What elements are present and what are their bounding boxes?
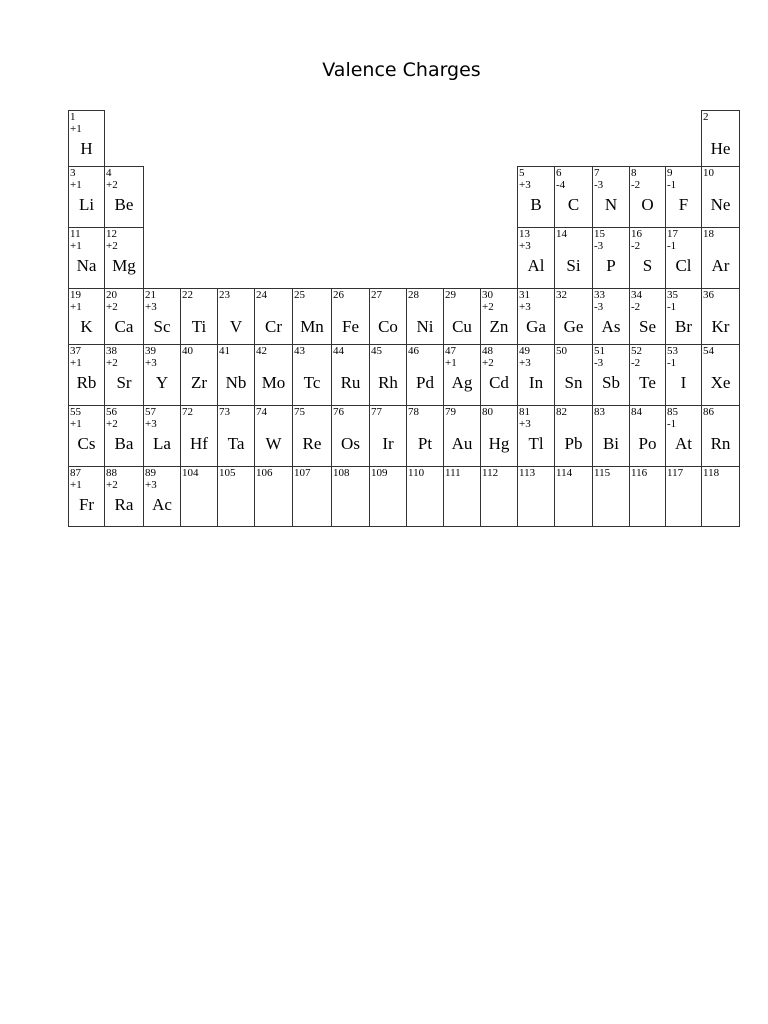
atomic-number: 44 <box>333 345 344 357</box>
element-cell-8 <box>629 166 666 228</box>
element-cell-13 <box>517 227 555 289</box>
element-symbol: As <box>601 317 621 336</box>
element-cell-54 <box>701 344 740 406</box>
element-symbol: Al <box>527 256 545 275</box>
element-cell-20 <box>104 288 144 345</box>
element-cell-42 <box>254 344 293 406</box>
atomic-number: 40 <box>182 345 193 357</box>
element-cell-74 <box>254 405 293 467</box>
element-symbol: Li <box>78 195 95 214</box>
element-symbol: Tl <box>528 434 544 453</box>
element-cell-14 <box>554 227 593 289</box>
element-cell-5 <box>517 166 555 228</box>
element-symbol: Y <box>155 373 169 392</box>
element-symbol: Pd <box>416 373 434 392</box>
element-cell-31 <box>517 288 555 345</box>
element-cell-12 <box>104 227 144 289</box>
element-symbol: Sr <box>116 373 132 392</box>
element-cell-9 <box>665 166 702 228</box>
element-symbol: P <box>606 256 616 275</box>
element-cell-45 <box>369 344 407 406</box>
valence-charge: +3 <box>145 418 157 430</box>
element-symbol: S <box>642 256 653 275</box>
atomic-number: 78 <box>408 406 419 418</box>
element-symbol: Re <box>302 434 322 453</box>
atomic-number: 19 <box>70 289 81 301</box>
valence-charge: +2 <box>482 357 494 369</box>
element-cell-56 <box>104 405 144 467</box>
element-symbol: Hg <box>488 434 510 453</box>
valence-charge: -3 <box>594 240 604 252</box>
element-cell-44 <box>331 344 370 406</box>
element-symbol: Te <box>639 373 656 392</box>
atomic-number: 104 <box>182 467 199 479</box>
atomic-number: 109 <box>371 467 388 479</box>
atomic-number: 35 <box>667 289 678 301</box>
element-cell-49 <box>517 344 555 406</box>
atomic-number: 9 <box>667 167 673 179</box>
valence-charge: -1 <box>667 301 677 313</box>
atomic-number: 56 <box>106 406 117 418</box>
atomic-number: 13 <box>519 228 530 240</box>
element-cell-115 <box>592 466 630 527</box>
valence-charge: -3 <box>594 179 604 191</box>
atomic-number: 28 <box>408 289 419 301</box>
element-symbol: Ag <box>451 373 473 392</box>
element-cell-47 <box>443 344 481 406</box>
atomic-number: 34 <box>631 289 642 301</box>
element-cell-53 <box>665 344 702 406</box>
element-symbol: In <box>528 373 544 392</box>
element-cell-55 <box>68 405 105 467</box>
element-symbol: Tc <box>303 373 321 392</box>
element-cell-1 <box>68 110 105 167</box>
atomic-number: 74 <box>256 406 267 418</box>
valence-charge: +2 <box>106 418 118 430</box>
valence-charge: -2 <box>631 240 641 252</box>
element-cell-15 <box>592 227 630 289</box>
atomic-number: 118 <box>703 467 720 479</box>
element-symbol: Ga <box>526 317 546 336</box>
element-cell-113 <box>517 466 555 527</box>
atomic-number: 1 <box>70 111 76 123</box>
element-symbol: Kr <box>711 317 730 336</box>
atomic-number: 41 <box>219 345 230 357</box>
element-symbol: Br <box>675 317 692 336</box>
atomic-number: 86 <box>703 406 714 418</box>
atomic-number: 21 <box>145 289 156 301</box>
atomic-number: 46 <box>408 345 419 357</box>
valence-charge: +2 <box>106 479 118 491</box>
element-cell-50 <box>554 344 593 406</box>
element-symbol: Ba <box>114 434 134 453</box>
atomic-number: 113 <box>519 467 536 479</box>
valence-charge: -1 <box>667 357 677 369</box>
element-symbol: F <box>678 195 689 214</box>
element-cell-111 <box>443 466 481 527</box>
atomic-number: 110 <box>408 467 425 479</box>
element-cell-21 <box>143 288 181 345</box>
element-cell-51 <box>592 344 630 406</box>
element-cell-32 <box>554 288 593 345</box>
valence-charge: +3 <box>519 418 531 430</box>
atomic-number: 12 <box>106 228 117 240</box>
valence-charge: +1 <box>445 357 457 369</box>
element-symbol: Ac <box>152 495 172 514</box>
element-cell-72 <box>180 405 218 467</box>
atomic-number: 88 <box>106 467 117 479</box>
element-cell-38 <box>104 344 144 406</box>
valence-charge: +1 <box>70 357 82 369</box>
element-cell-6 <box>554 166 593 228</box>
valence-charge: -1 <box>667 240 677 252</box>
atomic-number: 14 <box>556 228 567 240</box>
element-cell-52 <box>629 344 666 406</box>
element-cell-33 <box>592 288 630 345</box>
atomic-number: 116 <box>631 467 648 479</box>
valence-charge: +1 <box>70 479 82 491</box>
atomic-number: 107 <box>294 467 311 479</box>
atomic-number: 22 <box>182 289 193 301</box>
element-cell-73 <box>217 405 255 467</box>
atomic-number: 76 <box>333 406 344 418</box>
atomic-number: 10 <box>703 167 714 179</box>
element-cell-84 <box>629 405 666 467</box>
element-cell-29 <box>443 288 481 345</box>
element-symbol: Mn <box>300 317 324 336</box>
valence-charge: +2 <box>106 357 118 369</box>
element-symbol: Fe <box>342 317 359 336</box>
atomic-number: 3 <box>70 167 76 179</box>
element-cell-19 <box>68 288 105 345</box>
atomic-number: 24 <box>256 289 267 301</box>
element-symbol: Ra <box>114 495 134 514</box>
atomic-number: 80 <box>482 406 493 418</box>
valence-charge: -3 <box>594 357 604 369</box>
element-symbol: Cs <box>77 434 96 453</box>
element-cell-76 <box>331 405 370 467</box>
valence-charge: +3 <box>519 301 531 313</box>
atomic-number: 27 <box>371 289 382 301</box>
element-symbol: Au <box>451 434 473 453</box>
element-cell-108 <box>331 466 370 527</box>
element-cell-116 <box>629 466 666 527</box>
valence-charge: +2 <box>482 301 494 313</box>
atomic-number: 31 <box>519 289 530 301</box>
atomic-number: 106 <box>256 467 273 479</box>
atomic-number: 57 <box>145 406 156 418</box>
element-symbol: Bi <box>602 434 620 453</box>
valence-charge: +1 <box>70 418 82 430</box>
element-symbol: Ir <box>382 434 394 453</box>
atomic-number: 26 <box>333 289 344 301</box>
element-symbol: Mg <box>112 256 136 275</box>
element-cell-28 <box>406 288 444 345</box>
atomic-number: 37 <box>70 345 81 357</box>
element-cell-4 <box>104 166 144 228</box>
element-cell-117 <box>665 466 702 527</box>
atomic-number: 39 <box>145 345 156 357</box>
element-symbol: Zn <box>489 317 509 336</box>
atomic-number: 114 <box>556 467 573 479</box>
atomic-number: 42 <box>256 345 267 357</box>
element-symbol: La <box>153 434 171 453</box>
valence-charge: +3 <box>145 479 157 491</box>
element-cell-22 <box>180 288 218 345</box>
element-symbol: At <box>675 434 692 453</box>
element-symbol: He <box>710 139 731 158</box>
atomic-number: 6 <box>556 167 562 179</box>
element-symbol: Ar <box>711 256 730 275</box>
element-cell-3 <box>68 166 105 228</box>
element-cell-57 <box>143 405 181 467</box>
atomic-number: 89 <box>145 467 156 479</box>
element-cell-77 <box>369 405 407 467</box>
element-cell-104 <box>180 466 218 527</box>
atomic-number: 108 <box>333 467 350 479</box>
element-symbol: Ru <box>340 373 361 392</box>
atomic-number: 7 <box>594 167 600 179</box>
element-cell-16 <box>629 227 666 289</box>
element-cell-78 <box>406 405 444 467</box>
element-cell-18 <box>701 227 740 289</box>
element-symbol: Ni <box>416 317 434 336</box>
element-symbol: B <box>530 195 542 214</box>
element-symbol: V <box>229 317 243 336</box>
element-symbol: Si <box>566 256 581 275</box>
element-cell-36 <box>701 288 740 345</box>
atomic-number: 15 <box>594 228 605 240</box>
element-cell-34 <box>629 288 666 345</box>
element-symbol: Se <box>639 317 656 336</box>
atomic-number: 117 <box>667 467 684 479</box>
atomic-number: 79 <box>445 406 456 418</box>
element-symbol: Ti <box>191 317 207 336</box>
atomic-number: 85 <box>667 406 678 418</box>
valence-charge: +3 <box>519 240 531 252</box>
element-symbol: Sb <box>602 373 620 392</box>
atomic-number: 47 <box>445 345 456 357</box>
element-cell-86 <box>701 405 740 467</box>
valence-charge: +1 <box>70 179 82 191</box>
atomic-number: 51 <box>594 345 605 357</box>
element-symbol: Zr <box>190 373 208 392</box>
element-symbol: Cl <box>675 256 692 275</box>
element-cell-89 <box>143 466 181 527</box>
element-cell-37 <box>68 344 105 406</box>
element-cell-82 <box>554 405 593 467</box>
element-cell-80 <box>480 405 518 467</box>
element-cell-27 <box>369 288 407 345</box>
element-symbol: I <box>680 373 687 392</box>
valence-charge: +2 <box>106 179 118 191</box>
element-symbol: K <box>80 317 93 336</box>
atomic-number: 75 <box>294 406 305 418</box>
atomic-number: 112 <box>482 467 499 479</box>
valence-charge: -1 <box>667 418 677 430</box>
valence-charge: -3 <box>594 301 604 313</box>
atomic-number: 20 <box>106 289 117 301</box>
valence-charge: +3 <box>519 179 531 191</box>
element-cell-17 <box>665 227 702 289</box>
valence-charge: +3 <box>145 357 157 369</box>
element-symbol: Ta <box>227 434 245 453</box>
atomic-number: 2 <box>703 111 709 123</box>
element-symbol: Xe <box>710 373 731 392</box>
element-symbol: Mo <box>261 373 286 392</box>
element-cell-85 <box>665 405 702 467</box>
atomic-number: 72 <box>182 406 193 418</box>
valence-charge: +3 <box>519 357 531 369</box>
element-symbol: Rn <box>710 434 731 453</box>
element-symbol: Na <box>76 256 97 275</box>
element-cell-112 <box>480 466 518 527</box>
element-symbol: Rb <box>76 373 97 392</box>
element-cell-11 <box>68 227 105 289</box>
element-cell-105 <box>217 466 255 527</box>
element-symbol: Ne <box>710 195 731 214</box>
valence-charge: -2 <box>631 301 641 313</box>
atomic-number: 4 <box>106 167 112 179</box>
element-cell-75 <box>292 405 332 467</box>
atomic-number: 16 <box>631 228 642 240</box>
atomic-number: 111 <box>445 467 461 479</box>
atomic-number: 11 <box>70 228 81 240</box>
element-symbol: Pt <box>417 434 433 453</box>
atomic-number: 36 <box>703 289 714 301</box>
valence-charge: +2 <box>106 301 118 313</box>
valence-charge: -2 <box>631 357 641 369</box>
atomic-number: 49 <box>519 345 530 357</box>
element-cell-41 <box>217 344 255 406</box>
element-cell-30 <box>480 288 518 345</box>
element-cell-48 <box>480 344 518 406</box>
element-symbol: Ge <box>563 317 584 336</box>
atomic-number: 5 <box>519 167 525 179</box>
atomic-number: 38 <box>106 345 117 357</box>
element-symbol: N <box>604 195 618 214</box>
atomic-number: 54 <box>703 345 714 357</box>
element-cell-25 <box>292 288 332 345</box>
atomic-number: 43 <box>294 345 305 357</box>
element-cell-109 <box>369 466 407 527</box>
atomic-number: 81 <box>519 406 530 418</box>
valence-charge: -2 <box>631 179 641 191</box>
atomic-number: 87 <box>70 467 81 479</box>
element-cell-114 <box>554 466 593 527</box>
element-symbol: Cu <box>452 317 472 336</box>
element-symbol: Cd <box>489 373 509 392</box>
atomic-number: 48 <box>482 345 493 357</box>
element-cell-35 <box>665 288 702 345</box>
atomic-number: 73 <box>219 406 230 418</box>
valence-charge: +1 <box>70 123 82 135</box>
element-symbol: Be <box>114 195 134 214</box>
element-symbol: Cr <box>265 317 282 336</box>
atomic-number: 84 <box>631 406 642 418</box>
atomic-number: 55 <box>70 406 81 418</box>
element-symbol: Sc <box>153 317 171 336</box>
element-cell-79 <box>443 405 481 467</box>
valence-charge: +3 <box>145 301 157 313</box>
element-cell-81 <box>517 405 555 467</box>
valence-charge: +2 <box>106 240 118 252</box>
valence-charge: +1 <box>70 240 82 252</box>
atomic-number: 32 <box>556 289 567 301</box>
element-symbol: C <box>567 195 580 214</box>
element-cell-24 <box>254 288 293 345</box>
element-cell-23 <box>217 288 255 345</box>
element-symbol: Os <box>341 434 360 453</box>
element-cell-83 <box>592 405 630 467</box>
atomic-number: 52 <box>631 345 642 357</box>
element-cell-110 <box>406 466 444 527</box>
atomic-number: 50 <box>556 345 567 357</box>
element-cell-87 <box>68 466 105 527</box>
valence-charge: +1 <box>70 301 82 313</box>
element-cell-2 <box>701 110 740 167</box>
valence-charge: -4 <box>556 179 566 191</box>
element-cell-118 <box>701 466 740 527</box>
atomic-number: 18 <box>703 228 714 240</box>
element-symbol: Fr <box>78 495 95 514</box>
atomic-number: 83 <box>594 406 605 418</box>
atomic-number: 17 <box>667 228 678 240</box>
element-cell-39 <box>143 344 181 406</box>
element-symbol: Hf <box>190 434 208 453</box>
element-symbol: Sn <box>564 373 583 392</box>
atomic-number: 8 <box>631 167 637 179</box>
element-cell-10 <box>701 166 740 228</box>
atomic-number: 33 <box>594 289 605 301</box>
element-cell-46 <box>406 344 444 406</box>
atomic-number: 115 <box>594 467 611 479</box>
element-cell-106 <box>254 466 293 527</box>
element-symbol: H <box>80 139 93 158</box>
element-symbol: W <box>265 434 282 453</box>
element-cell-40 <box>180 344 218 406</box>
valence-charge: -1 <box>667 179 677 191</box>
atomic-number: 53 <box>667 345 678 357</box>
element-cell-107 <box>292 466 332 527</box>
element-symbol: Rh <box>378 373 398 392</box>
page-title: Valence Charges <box>322 59 481 81</box>
element-symbol: Po <box>638 434 657 453</box>
atomic-number: 25 <box>294 289 305 301</box>
atomic-number: 82 <box>556 406 567 418</box>
element-symbol: Pb <box>564 434 583 453</box>
atomic-number: 30 <box>482 289 493 301</box>
element-cell-7 <box>592 166 630 228</box>
atomic-number: 29 <box>445 289 456 301</box>
element-symbol: Nb <box>225 373 247 392</box>
element-cell-43 <box>292 344 332 406</box>
atomic-number: 105 <box>219 467 236 479</box>
atomic-number: 45 <box>371 345 382 357</box>
element-symbol: Co <box>378 317 398 336</box>
element-cell-88 <box>104 466 144 527</box>
element-symbol: O <box>641 195 654 214</box>
element-symbol: Ca <box>114 317 134 336</box>
atomic-number: 77 <box>371 406 382 418</box>
element-cell-26 <box>331 288 370 345</box>
atomic-number: 23 <box>219 289 230 301</box>
